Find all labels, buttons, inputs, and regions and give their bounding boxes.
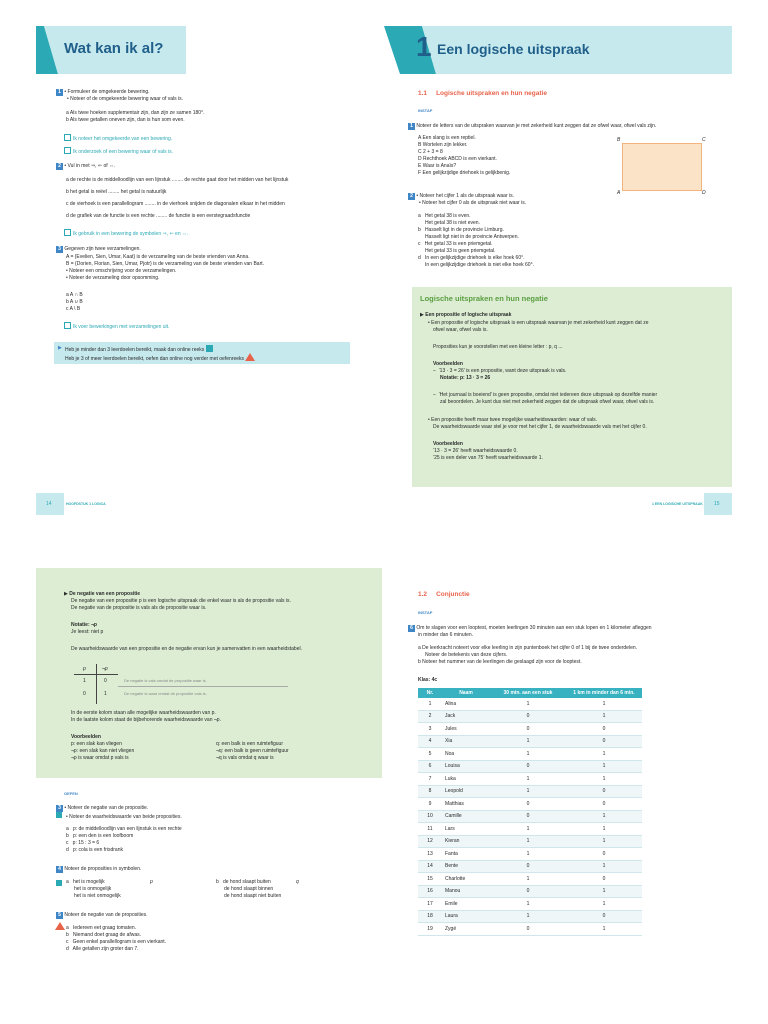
cell-name: Bente xyxy=(442,860,490,873)
ex2-line-5: c Het getal 33 is een priemgetal. xyxy=(418,241,493,247)
info-line-1: Heb je minder dan 3 leerdoelen bereikt, maak dan online reeks xyxy=(65,345,213,354)
ex2-line-3: b Hasselt ligt in de provincie Limburg. xyxy=(418,227,504,233)
theory-examples-title: Voorbeelden xyxy=(433,361,463,367)
ex2-line-6: Het getal 33 is geen priemgetal. xyxy=(418,248,496,254)
cell-1km: 1 xyxy=(566,835,642,848)
ex3-b: b A ∪ B xyxy=(66,299,83,305)
cell-name: Louisa xyxy=(442,760,490,773)
ex6-a-2: Noteer de betekenis van deze cijfers. xyxy=(418,652,508,658)
section-heading: 1.1 Logische uitspraken en hun negatie xyxy=(418,90,547,97)
cell-nr: 16 xyxy=(418,885,442,898)
cell-1km: 0 xyxy=(566,910,642,923)
table-cell: 0 xyxy=(83,691,86,697)
corner-a: A xyxy=(617,190,621,196)
table-header-p: p xyxy=(83,666,86,672)
cell-1km: 1 xyxy=(566,698,642,710)
exercise-number: 1 xyxy=(408,123,415,130)
table-cell: 1 xyxy=(83,678,86,684)
cell-1km: 1 xyxy=(566,810,642,823)
cell-30min: 0 xyxy=(490,860,566,873)
ex3-d: d p: cola is een frisdrank xyxy=(66,847,123,853)
cell-name: Xia xyxy=(442,735,490,748)
cell-30min: 1 xyxy=(490,910,566,923)
cell-nr: 12 xyxy=(418,835,442,848)
exercise-3: 3 • Noteer de negatie van de propositie. • Noteer de waarheidswaarde van beide proposities. xyxy=(56,805,182,821)
cell-1km: 0 xyxy=(566,723,642,736)
cell-30min: 1 xyxy=(490,848,566,861)
exercise-2: 2 • Vul in met ⇒, ⇐ of ⇔. xyxy=(56,163,115,170)
theory-line-5: De waarheidswaarde waar stel je voor met het cijfer 1, de waarheidswaarde vals met het cijfer 0. xyxy=(433,424,647,430)
example-right-3: ¬q is vals omdat q waar is xyxy=(216,755,274,761)
table-explain-1: In de eerste kolom staan alle mogelijke waarheidswaarden van p. xyxy=(71,710,216,716)
cell-1km: 1 xyxy=(566,760,642,773)
rectangle-abcd xyxy=(622,143,702,191)
cell-nr: 9 xyxy=(418,798,442,811)
ex1-item-a: A Een slang is een reptiel. xyxy=(418,135,476,141)
table-row xyxy=(418,735,642,748)
ex3-c: c p: 15 : 3 = 6 xyxy=(66,840,100,846)
cell-name: Fanta xyxy=(442,848,490,861)
cell-30min: 0 xyxy=(490,760,566,773)
ex3-set-a: A = {Evelien, Sien, Umar, Kaat} is de verzameling van de beste vrienden van Anna. xyxy=(66,254,250,260)
exercise-1 xyxy=(56,89,183,103)
bullet-2: • Noteer of de omgekeerde bewering waar of vals is. xyxy=(67,96,183,102)
theory-ex-5: ‘13 · 3 = 26’ heeft waarheidswaarde 0. xyxy=(433,448,518,454)
cell-1km: 0 xyxy=(566,873,642,886)
cell-nr: 6 xyxy=(418,760,442,773)
cell-name: Laura xyxy=(442,910,490,923)
page-14 xyxy=(0,0,384,512)
exercise-number: 3 xyxy=(56,246,63,253)
table-row xyxy=(418,723,642,736)
ex5-a: a Iedereen eet graag tomaten. xyxy=(66,925,137,931)
section-heading: 1.2 Conjunctie xyxy=(418,591,470,598)
truth-table-intro: De waarheidswaarde van een propositie en de negatie ervan kun je samenvatten in een waarheidstabel. xyxy=(71,646,302,652)
table-row xyxy=(418,910,642,923)
theory-line-3: Proposities kun je voorstellen met een kleine letter : p, q ... xyxy=(433,344,563,350)
ex6-line-2: in minder dan 6 minuten. xyxy=(418,632,474,638)
cell-30min: 0 xyxy=(490,710,566,723)
table-row xyxy=(418,823,642,836)
ex4-a-3: het is niet onmogelijk xyxy=(74,893,121,899)
cell-name: Leopold xyxy=(442,785,490,798)
page-17 xyxy=(384,512,768,1024)
theory-ex-2: Notatie: p: 13 · 3 = 26 xyxy=(440,375,491,381)
cell-name: Zygë xyxy=(442,923,490,936)
ex3-set-b: B = {Dorien, Florian, Sien, Umar, Pjotr} is de verzameling van de beste vrienden van Bart. xyxy=(66,261,265,267)
ex4-a-2: het is onmogelijk xyxy=(74,886,112,892)
cell-1km: 0 xyxy=(566,735,642,748)
table-explain-2: In de laatste kolom staat de bijbehorende waarheidswaarde van ¬p. xyxy=(71,717,221,723)
ex1-item-d: D Rechthoek ABCD is een vierkant. xyxy=(418,156,497,162)
cell-1km: 0 xyxy=(566,785,642,798)
exercise-number: 2 xyxy=(408,193,415,200)
ex2-line-7: d In een gelijkzijdige driehoek is elke hoek 60°. xyxy=(418,255,525,261)
theory-examples-title-2: Voorbeelden xyxy=(433,441,463,447)
negation-heading: ▶ De negatie van een propositie xyxy=(64,591,141,597)
chapter-number: 1 xyxy=(416,31,432,62)
cell-30min: 1 xyxy=(490,698,566,710)
cell-name: Jules xyxy=(442,723,490,736)
ex6-a: a De leerkracht noteert voor elke leerling in zijn puntenboek het cijfer 0 of 1 bij de twee onderdelen. xyxy=(418,645,638,651)
cell-nr: 11 xyxy=(418,823,442,836)
ex2-line-1: a Het getal 38 is even. xyxy=(418,213,471,219)
exercise-number: 4 xyxy=(56,866,63,873)
ex6-b: b Noteer het nummer van de leerlingen die geslaagd zijn voor de looptest. xyxy=(418,659,582,665)
theory-ex-6: ‘25 is een deler van 75’ heeft waarheidswaarde 1. xyxy=(433,455,543,461)
ex4-symbol-p: p xyxy=(150,879,153,885)
table-row xyxy=(418,773,642,786)
ex4-symbol-q: q xyxy=(296,879,299,885)
cell-30min: 0 xyxy=(490,723,566,736)
example-left-3: ¬p is waar omdat p vals is xyxy=(71,755,129,761)
cell-name: Lars xyxy=(442,823,490,836)
cell-30min: 1 xyxy=(490,735,566,748)
theory-title: Logische uitspraken en hun negatie xyxy=(420,294,548,303)
cell-1km: 1 xyxy=(566,748,642,761)
table-row xyxy=(418,848,642,861)
truth-table xyxy=(74,664,118,704)
col-header-1km: 1 km in minder dan 6 min. xyxy=(566,688,642,698)
table-row xyxy=(418,835,642,848)
cell-nr: 10 xyxy=(418,810,442,823)
cell-nr: 13 xyxy=(418,848,442,861)
cell-30min: 1 xyxy=(490,898,566,911)
arrow-icon: ▶ xyxy=(58,345,62,351)
negation-notation: Notatie: ¬p xyxy=(71,622,97,628)
cell-name: Luka xyxy=(442,773,490,786)
theory-line-4: • Een propositie heeft maar twee mogelijke waarheidswaarden: waar of vals. xyxy=(428,417,598,423)
corner-c: C xyxy=(702,137,706,143)
theory-ex-1: – ‘13 · 3 = 26’ is een propositie, want deze uitspraak is vals. xyxy=(433,368,567,374)
ex2-d: d de grafiek van de functie is een rechte ........ de functie is een eerstegraadsfunctie xyxy=(66,213,251,219)
examples-title: Voorbeelden xyxy=(71,734,101,740)
ex5-d: d Alle getallen zijn groter dan 7. xyxy=(66,946,139,952)
exercise-1: 1 Noteer de letters van de uitspraken waarvan je met zekerheid kunt zeggen dat ze ofwel waar, ofwel vals zijn. xyxy=(408,123,656,130)
online-series-icon[interactable] xyxy=(206,345,213,352)
cell-nr: 2 xyxy=(418,710,442,723)
cell-name: Jack xyxy=(442,710,490,723)
negation-read: Je leest: niet p xyxy=(71,629,104,635)
cell-nr: 17 xyxy=(418,898,442,911)
cell-30min: 0 xyxy=(490,810,566,823)
ex5-b: b Niemand doet graag de afwas. xyxy=(66,932,142,938)
cell-1km: 1 xyxy=(566,823,642,836)
cell-30min: 1 xyxy=(490,873,566,886)
ex1-item-b: B Wortelen zijn lekker. xyxy=(418,142,468,148)
cell-nr: 3 xyxy=(418,723,442,736)
cell-1km: 0 xyxy=(566,798,642,811)
table-row xyxy=(418,785,642,798)
cell-30min: 0 xyxy=(490,885,566,898)
exercise-number: 2 xyxy=(56,163,63,170)
ex4-b-3: de hond slaapt niet buiten xyxy=(224,893,282,899)
cell-name: Kieran xyxy=(442,835,490,848)
ex4-a-1: a het is mogelijk xyxy=(66,879,105,885)
ex3-bullet-1: • Noteer een omschrijving voor de verzamelingen. xyxy=(66,268,177,274)
cell-name: Charlotte xyxy=(442,873,490,886)
table-note-2: De negatie is waar omdat de propositie vals is. xyxy=(124,691,207,696)
cell-nr: 15 xyxy=(418,873,442,886)
exercise-6: 6 Om te slagen voor een looptest, moeten leerlingen 30 minuten aan een stuk lopen en 1 kilometer afleggen xyxy=(408,625,652,632)
cell-nr: 4 xyxy=(418,735,442,748)
table-divider xyxy=(118,686,288,687)
ex1-item-e: E Waar is Anaïs? xyxy=(418,163,457,169)
cell-30min: 1 xyxy=(490,785,566,798)
goal-checkbox-1[interactable]: Ik noteer het omgekeerde van een bewering. xyxy=(64,134,172,143)
table-row xyxy=(418,798,642,811)
table-header-not-p: ¬p xyxy=(102,666,108,672)
cell-30min: 1 xyxy=(490,823,566,836)
table-row xyxy=(418,923,642,936)
bullet-1: • Formuleer de omgekeerde bewering. xyxy=(64,89,150,95)
example-left-1: p: een slak kan vliegen xyxy=(71,741,122,747)
cell-name: Manou xyxy=(442,885,490,898)
cell-nr: 8 xyxy=(418,785,442,798)
cell-name: Camille xyxy=(442,810,490,823)
cell-1km: 1 xyxy=(566,773,642,786)
goal-checkbox-4[interactable]: Ik voer bewerkingen met verzamelingen uit. xyxy=(64,322,169,331)
cell-30min: 1 xyxy=(490,748,566,761)
exercise-4: 4 Noteer de proposities in symbolen. xyxy=(56,866,141,873)
example-right-2: ¬q: een balk is geen ruimtefiguur xyxy=(216,748,289,754)
table-row xyxy=(418,810,642,823)
cell-nr: 18 xyxy=(418,910,442,923)
page-number: 15 xyxy=(714,501,720,507)
cell-nr: 14 xyxy=(418,860,442,873)
page-15 xyxy=(384,0,768,512)
table-row xyxy=(418,760,642,773)
negation-line-2: De negatie van de propositie is vals als de propositie waar is. xyxy=(71,605,207,611)
table-row xyxy=(418,698,642,710)
table-row xyxy=(418,710,642,723)
table-note-1: De negatie is vals omdat de propositie waar is. xyxy=(124,678,207,683)
instap-label: INSTAP xyxy=(418,108,433,113)
corner-d: D xyxy=(702,190,706,196)
theory-ex-4: zal beoordelen. Je kunt dus niet met zekerheid zeggen dat de uitspraak ofwel waar, ofwel vals is. xyxy=(440,399,655,405)
ex2-line-8: In een gelijkzijdige driehoek is niet elke hoek 60°. xyxy=(418,262,534,268)
cell-nr: 5 xyxy=(418,748,442,761)
exercise-number: 3 xyxy=(56,805,63,812)
exercise-number: 5 xyxy=(56,912,63,919)
cell-name: Alina xyxy=(442,698,490,710)
ex1-item-c: C 2 + 3 = 8 xyxy=(418,149,443,155)
theory-ex-3: – ‘Het journaal is boeiend’ is geen propositie, omdat niet iedereen deze uitspraak op dezelfde manier xyxy=(433,392,658,398)
cell-1km: 0 xyxy=(566,848,642,861)
footer-text: HOOFDSTUK 1 LOGICA xyxy=(66,502,106,506)
cell-nr: 7 xyxy=(418,773,442,786)
negation-line-1: De negatie van een propositie p is een logische uitspraak die enkel waar is als de propositie vals is. xyxy=(71,598,291,604)
table-row xyxy=(418,898,642,911)
col-header-30min: 30 min. aan een stuk xyxy=(490,688,566,698)
ex5-c: c Geen enkel parallellogram is een vierkant. xyxy=(66,939,167,945)
cell-1km: 1 xyxy=(566,885,642,898)
ex2-b: b het getal is reëel ........ het getal is natuurlijk xyxy=(66,189,167,195)
table-cell: 0 xyxy=(104,678,107,684)
cell-30min: 1 xyxy=(490,835,566,848)
online-icon[interactable] xyxy=(56,880,62,886)
ex3-b: b p: een den is een loofboom xyxy=(66,833,134,839)
col-header-nr: Nr. xyxy=(418,688,442,698)
cell-30min: 1 xyxy=(490,773,566,786)
page-16 xyxy=(0,512,384,1024)
oefen-label: OEFEN xyxy=(64,791,78,796)
cell-1km: 1 xyxy=(566,923,642,936)
ex3-c: c A \ B xyxy=(66,306,81,312)
cell-nr: 1 xyxy=(418,698,442,710)
cell-name: Emile xyxy=(442,898,490,911)
ex1-item-f: F Een gelijkzijdige driehoek is gelijkbenig. xyxy=(418,170,511,176)
ex2-line-4: Hasselt ligt niet in de provincie Antwerpen. xyxy=(418,234,519,240)
table-cell: 1 xyxy=(104,691,107,697)
exercise-number: 6 xyxy=(408,625,415,632)
cell-name: Noa xyxy=(442,748,490,761)
page-number: 14 xyxy=(46,501,52,507)
goal-checkbox-2[interactable]: Ik onderzoek of een bewering waar of vals is. xyxy=(64,147,173,156)
theory-line-1: • Een propositie of logische uitspraak is een uitspraak waarvan je met zekerheid kunt zeggen dat ze xyxy=(428,320,649,326)
exercise-2: 2 • Noteer het cijfer 1 als de uitspraak waar is. • Noteer het cijfer 0 als de uitspraak niet waar is. xyxy=(408,193,526,207)
table-row xyxy=(418,873,642,886)
cell-nr: 19 xyxy=(418,923,442,936)
ex4-b-1: b de hond slaapt buiten xyxy=(216,879,271,885)
table-row xyxy=(418,748,642,761)
ex3-bullet-2: • Noteer de verzameling door opsomming. xyxy=(66,275,160,281)
cell-30min: 0 xyxy=(490,923,566,936)
exercise-number: 1 xyxy=(56,89,63,96)
goal-checkbox-3[interactable]: Ik gebruik in een bewering de symbolen ⇒, ⇐ en ⇔. xyxy=(64,229,188,238)
results-table xyxy=(418,688,642,936)
exercise-3: 3 Gegeven zijn twee verzamelingen. xyxy=(56,246,141,253)
corner-b: B xyxy=(617,137,621,143)
exercise-1-b: b Als twee getallen oneven zijn, dan is hun som even. xyxy=(66,117,185,123)
class-label: Klas: 4c xyxy=(418,677,438,683)
exercise-1-a: a Als twee hoeken supplementair zijn, dan zijn ze samen 180°. xyxy=(66,110,205,116)
online-icon[interactable] xyxy=(56,812,62,818)
ex2-a: a de rechte is de middelloodlijn van een lijnstuk ........ de rechte gaat door het midden van het lijnstuk xyxy=(66,177,289,183)
table-row xyxy=(418,885,642,898)
ex2-line-2: Het getal 38 is niet even. xyxy=(418,220,480,226)
chapter-title: Een logische uitspraak xyxy=(437,41,590,57)
cell-1km: 1 xyxy=(566,898,642,911)
cell-name: Matthias xyxy=(442,798,490,811)
theory-line-2: ofwel waar, ofwel vals is. xyxy=(433,327,488,333)
practice-series-icon[interactable] xyxy=(245,353,255,361)
info-line-2: Heb je 3 of meer leerdoelen bereikt, oefen dan online nog verder met oefenreeks xyxy=(65,353,255,363)
example-left-2: ¬p: een slak kan niet vliegen xyxy=(71,748,135,754)
col-header-name: Naam xyxy=(442,688,490,698)
ex2-c: c de vierhoek is een parallellogram ........ in de vierhoek snijden de diagonalen elkaar in het midden xyxy=(66,201,285,207)
ex3-a: a A ∩ B xyxy=(66,292,83,298)
exercise-5: 5 Noteer de negatie van de proposities. xyxy=(56,912,148,919)
ex4-b-2: de hond slaapt binnen xyxy=(224,886,274,892)
cell-1km: 1 xyxy=(566,710,642,723)
table-row xyxy=(418,860,642,873)
footer-text: 1 EEN LOGISCHE UITSPRAAK xyxy=(652,502,703,506)
ex3-a: a p: de middelloodlijn van een lijnstuk is een rechte xyxy=(66,826,182,832)
practice-icon[interactable] xyxy=(55,922,65,930)
cell-1km: 1 xyxy=(566,860,642,873)
instap-label: INSTAP xyxy=(418,610,433,615)
example-right-1: q: een balk is een ruimtefiguur xyxy=(216,741,283,747)
theory-heading-1: ▶ Een propositie of logische uitspraak xyxy=(420,312,512,318)
page-title: Wat kan ik al? xyxy=(64,40,164,57)
cell-30min: 0 xyxy=(490,798,566,811)
